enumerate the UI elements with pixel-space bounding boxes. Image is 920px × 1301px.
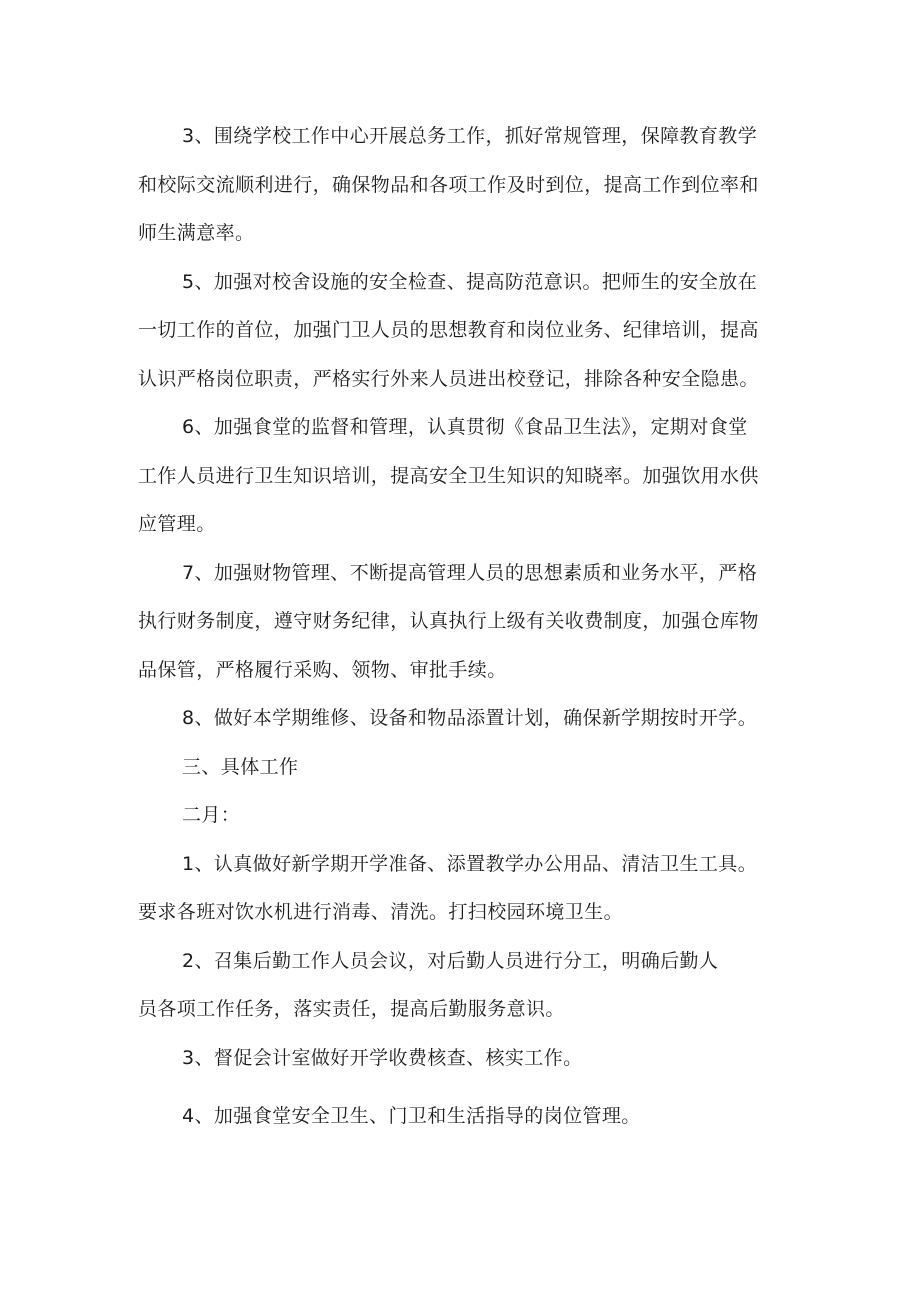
paragraph-item-3 bbox=[138, 112, 786, 258]
paragraph-line: 3、围绕学校工作中心开展总务工作，抓好常规管理，保障教育教学 bbox=[182, 125, 758, 147]
paragraph-line: 和校际交流顺利进行，确保物品和各项工作及时到位，提高工作到位率和 bbox=[138, 173, 759, 196]
paragraph-line: 认识严格岗位职责，严格实行外来人员进出校登记，排除各种安全隐患。 bbox=[138, 367, 759, 390]
paragraph-line: 5、加强对校舍设施的安全检查、提高防范意识。把师生的安全放在 bbox=[182, 270, 758, 293]
paragraph-line: 3、督促会计室做好开学收费核查、核实工作。 bbox=[182, 1046, 583, 1069]
paragraph-item-8 bbox=[138, 694, 786, 743]
task-item-3 bbox=[138, 1034, 786, 1083]
paragraph-line: 品保管，严格履行采购、领物、审批手续。 bbox=[138, 658, 507, 681]
task-item-1 bbox=[138, 840, 786, 937]
paragraph-line: 师生满意率。 bbox=[138, 222, 255, 244]
section-heading-specific-work bbox=[138, 743, 786, 792]
paragraph-line: 6、加强食堂的监督和管理，认真贯彻《食品卫生法》，定期对食堂 bbox=[182, 416, 748, 438]
paragraph-item-7 bbox=[138, 549, 786, 695]
paragraph-line: 一切工作的首位，加强门卫人员的思想教育和岗位业务、纪律培训，提高 bbox=[138, 319, 759, 341]
paragraph-line: 8、做好本学期维修、设备和物品添置计划，确保新学期按时开学。 bbox=[182, 707, 758, 729]
paragraph-line: 执行财务制度，遵守财务纪律，认真执行上级有关收费制度，加强仓库物 bbox=[138, 610, 759, 632]
paragraph-line: 1、认真做好新学期开学准备、添置教学办公用品、清洁卫生工具。 bbox=[182, 852, 758, 875]
paragraph-line: 要求各班对饮水机进行消毒、清洗。打扫校园环境卫生。 bbox=[138, 901, 624, 923]
task-item-2 bbox=[138, 937, 786, 1034]
section-heading-text: 三、具体工作 bbox=[182, 755, 299, 778]
paragraph-line: 工作人员进行卫生知识培训，提高安全卫生知识的知晓率。加强饮用水供 bbox=[138, 464, 759, 487]
task-item-4 bbox=[138, 1092, 786, 1141]
document-body bbox=[138, 112, 786, 1141]
paragraph-line: 员各项工作任务，落实责任，提高后勤服务意识。 bbox=[138, 998, 565, 1020]
paragraph-item-5 bbox=[138, 258, 786, 404]
paragraph-line: 2、召集后勤工作人员会议，对后勤人员进行分工，明确后勤人 bbox=[182, 949, 719, 972]
paragraph-line: 应管理。 bbox=[138, 513, 216, 535]
paragraph-item-6 bbox=[138, 403, 786, 549]
paragraph-line: 4、加强食堂安全卫生、门卫和生活指导的岗位管理。 bbox=[182, 1105, 641, 1127]
month-heading-february bbox=[138, 791, 786, 840]
month-heading-text: 二月： bbox=[182, 804, 241, 826]
paragraph-line: 7、加强财物管理、不断提高管理人员的思想素质和业务水平，严格 bbox=[182, 561, 758, 584]
